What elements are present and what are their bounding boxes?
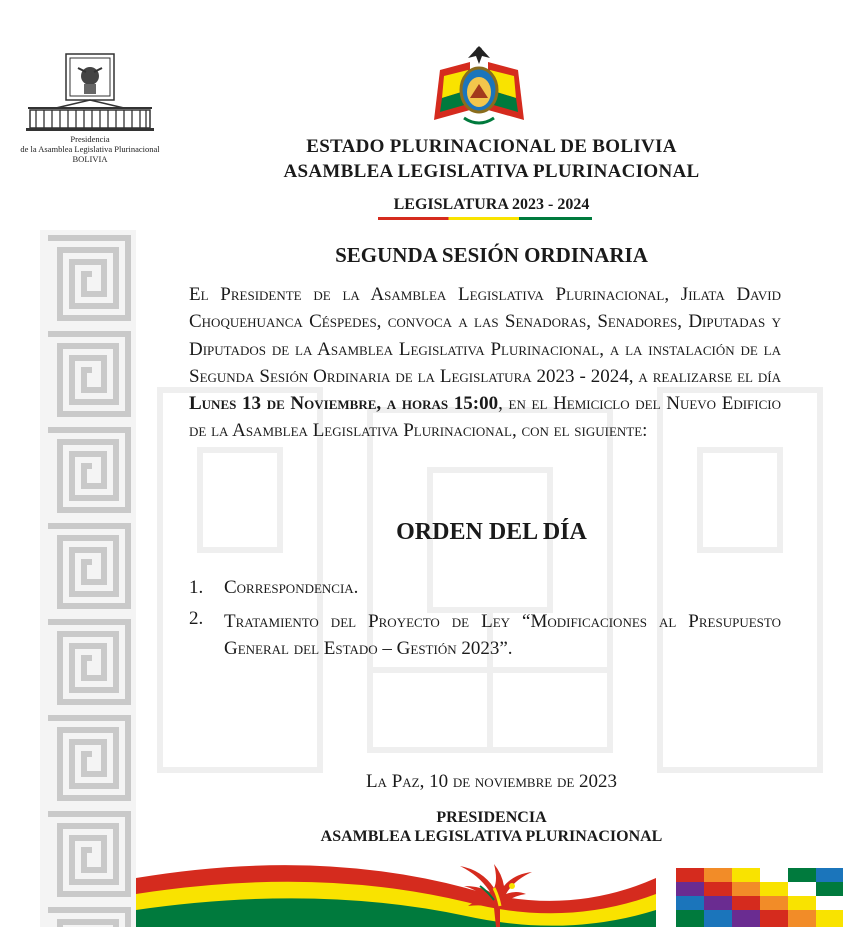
assembly-name-heading: ASAMBLEA LEGISLATIVA PLURINACIONAL bbox=[283, 161, 700, 182]
state-name-heading: ESTADO PLURINACIONAL DE BOLIVIA bbox=[306, 136, 677, 157]
agenda-item-number: 1. bbox=[189, 577, 204, 598]
logo-caption-line2: de la Asamblea Legislativa Plurinacional bbox=[20, 144, 160, 154]
agenda-item-text: Tratamiento del Proyecto de Ley “Modificaciones al Presupuesto General del Estado – Gestión 2023”. bbox=[224, 611, 781, 660]
logo-caption-line3: BOLIVIA bbox=[72, 154, 108, 164]
place-and-date: La Paz, 10 de noviembre de 2023 bbox=[365, 771, 618, 792]
legislative-building-logo bbox=[26, 52, 154, 132]
convocation-paragraph bbox=[189, 281, 781, 445]
signature-line-2: ASAMBLEA LEGISLATIVA PLURINACIONAL bbox=[320, 828, 663, 845]
legislature-period: LEGISLATURA 2023 - 2024 bbox=[393, 196, 590, 213]
convocation-text-part2: , en el Hemiciclo del Nuevo Edificio de la Asamblea Legislativa Plurinacional, con el siguiente: bbox=[189, 393, 781, 442]
signature-line-1: PRESIDENCIA bbox=[436, 809, 547, 826]
convocation-text-part1: El Presidente de la Asamblea Legislativa Plurinacional, Jilata David Choquehuanca Céspedes, convoca a las Senadoras, Senadores, Diputadas y Diputados de la Asamblea Legislativa Plurinacional, a la instalación de la Segunda Sesión Ordinaria de la Legislatura 2023 - 2024, a realizarse el día bbox=[189, 284, 781, 387]
greek-key-border bbox=[40, 230, 136, 927]
session-title: SEGUNDA SESIÓN ORDINARIA bbox=[335, 243, 648, 267]
bolivia-coat-of-arms-icon bbox=[430, 40, 528, 132]
agenda-item-text: Correspondencia. bbox=[224, 577, 359, 598]
kantuta-bird-emblem-icon bbox=[450, 856, 540, 927]
agenda-title: ORDEN DEL DÍA bbox=[396, 519, 587, 545]
tricolor-underline bbox=[378, 217, 592, 220]
convocation-date-time: Lunes 13 de Noviembre, a horas 15:00 bbox=[189, 393, 499, 415]
agenda-item-number: 2. bbox=[189, 608, 204, 629]
logo-caption-line1: Presidencia bbox=[70, 134, 110, 144]
